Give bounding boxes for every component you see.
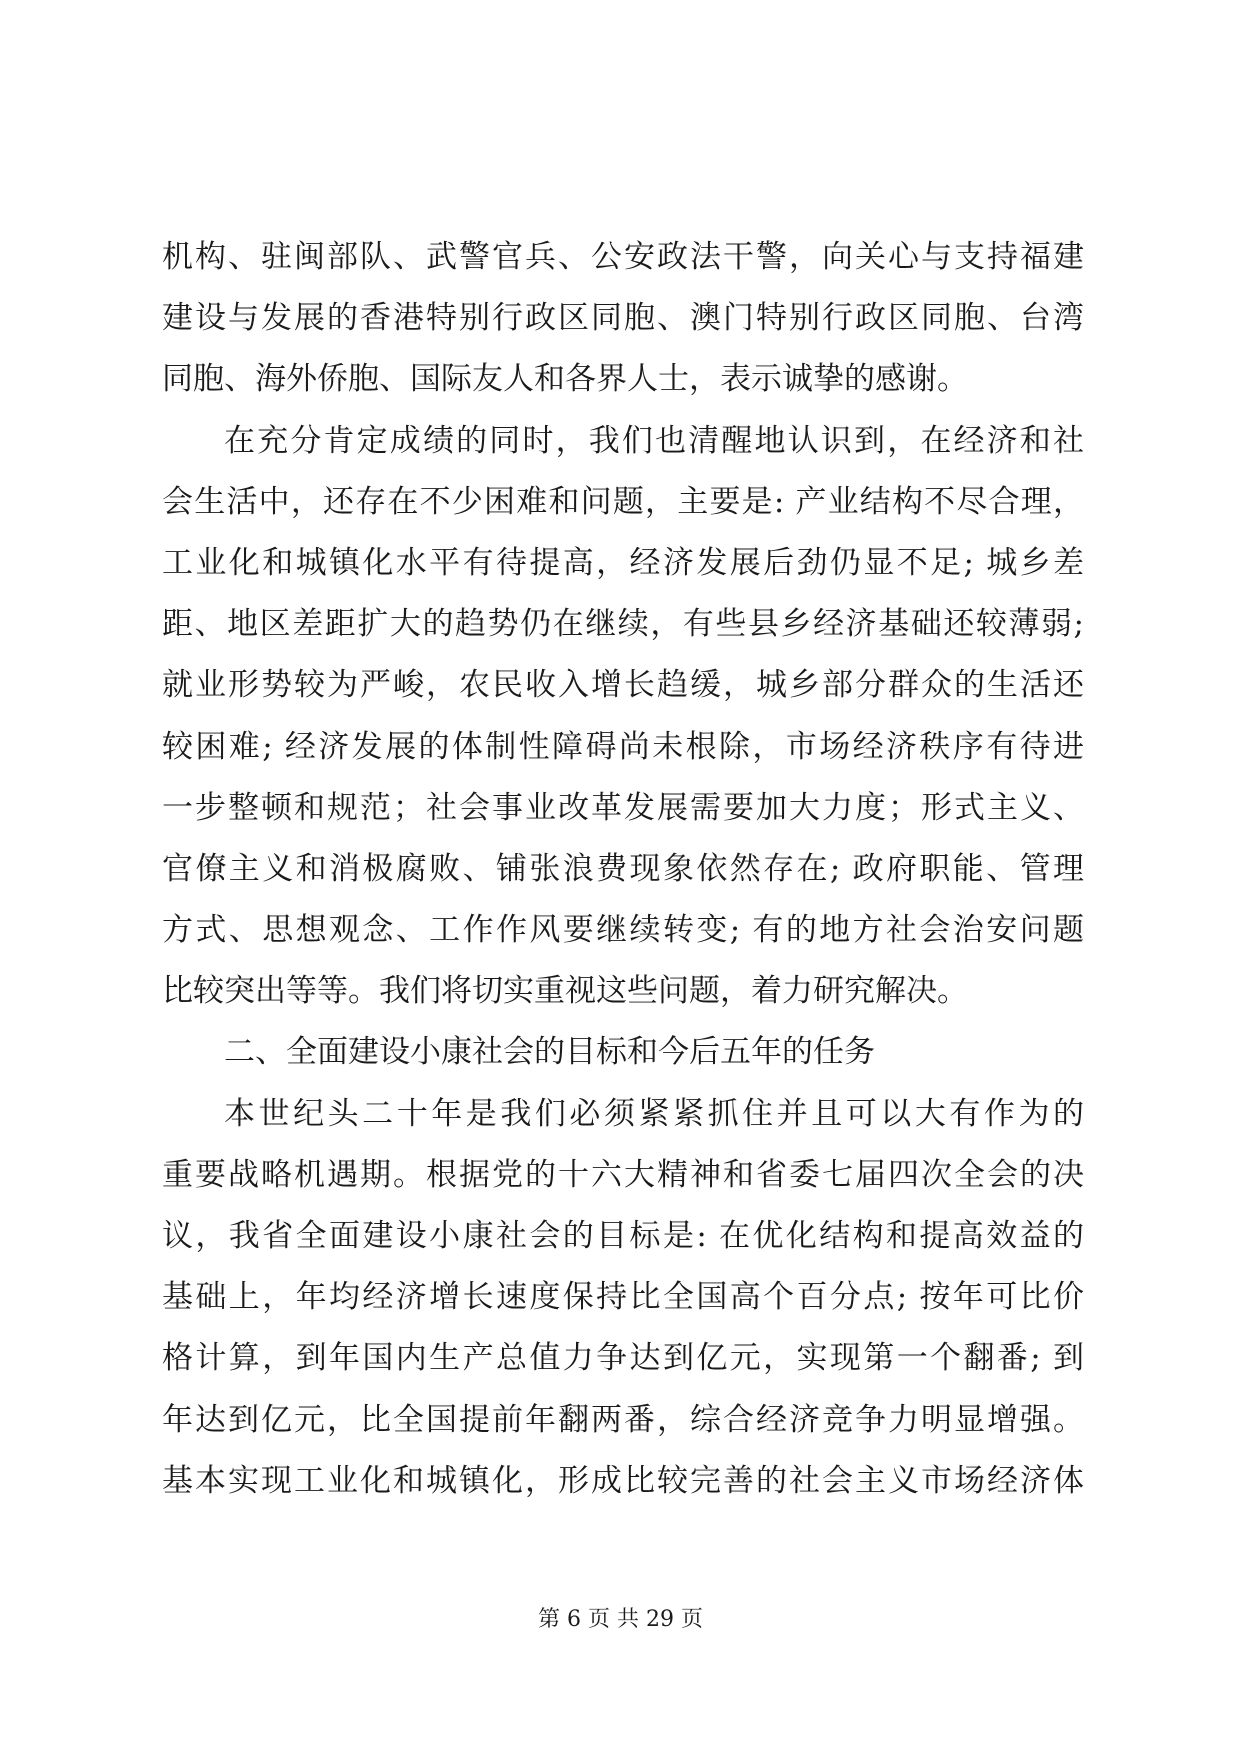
text-line: 机构、驻闽部队、武警官兵、公安政法干警，向关心与支持福建	[162, 239, 1084, 275]
text-line: 距、地区差距扩大的趋势仍在继续，有些县乡经济基础还较薄弱;	[162, 606, 1084, 643]
text-line: 一步整顿和规范；社会事业改革发展需要加大力度；形式主义、	[162, 789, 1084, 826]
text-line: 在充分肯定成绩的同时，我们也清醒地认识到，在经济和社	[224, 422, 1084, 459]
text-line: 建设与发展的香港特别行政区同胞、澳门特别行政区同胞、台湾	[162, 300, 1084, 337]
text-line: 会生活中，还存在不少困难和问题，主要是: 产业结构不尽合理，	[162, 483, 1084, 520]
text-line: 较困难; 经济发展的体制性障碍尚未根除，市场经济秩序有待进	[162, 728, 1084, 765]
page-footer: 第 6 页 共 29 页	[538, 1607, 703, 1632]
text-line: 本世纪头二十年是我们必须紧紧抓住并且可以大有作为的	[224, 1095, 1084, 1132]
text-line: 格计算，到年国内生产总值力争达到亿元，实现第一个翻番; 到	[162, 1340, 1084, 1377]
text-line: 基础上，年均经济增长速度保持比全国高个百分点; 按年可比价	[162, 1279, 1084, 1316]
text-line: 方式、思想观念、工作作风要继续转变; 有的地方社会治安问题	[162, 912, 1084, 949]
text-line: 比较突出等等。我们将切实重视这些问题，着力研究解决。	[162, 973, 968, 1010]
text-line: 同胞、海外侨胞、国际友人和各界人士，表示诚挚的感谢。	[162, 361, 968, 398]
text-line: 重要战略机遇期。根据党的十六大精神和省委七届四次全会的决	[162, 1156, 1084, 1193]
text-line: 年达到亿元，比全国提前年翻两番，综合经济竞争力明显增强。	[162, 1401, 1084, 1438]
text-line: 基本实现工业化和城镇化，形成比较完善的社会主义市场经济体	[162, 1462, 1084, 1499]
text-line: 就业形势较为严峻，农民收入增长趋缓，城乡部分群众的生活还	[162, 667, 1084, 704]
text-line: 议，我省全面建设小康社会的目标是: 在优化结构和提高效益的	[162, 1218, 1084, 1254]
body-text	[162, 227, 1084, 1512]
text-line: 工业化和城镇化水平有待提高，经济发展后劲仍显不足; 城乡差	[162, 544, 1084, 581]
text-line: 官僚主义和消极腐败、铺张浪费现象依然存在; 政府职能、管理	[162, 850, 1084, 887]
text-line: 二、全面建设小康社会的目标和今后五年的任务	[224, 1034, 875, 1071]
